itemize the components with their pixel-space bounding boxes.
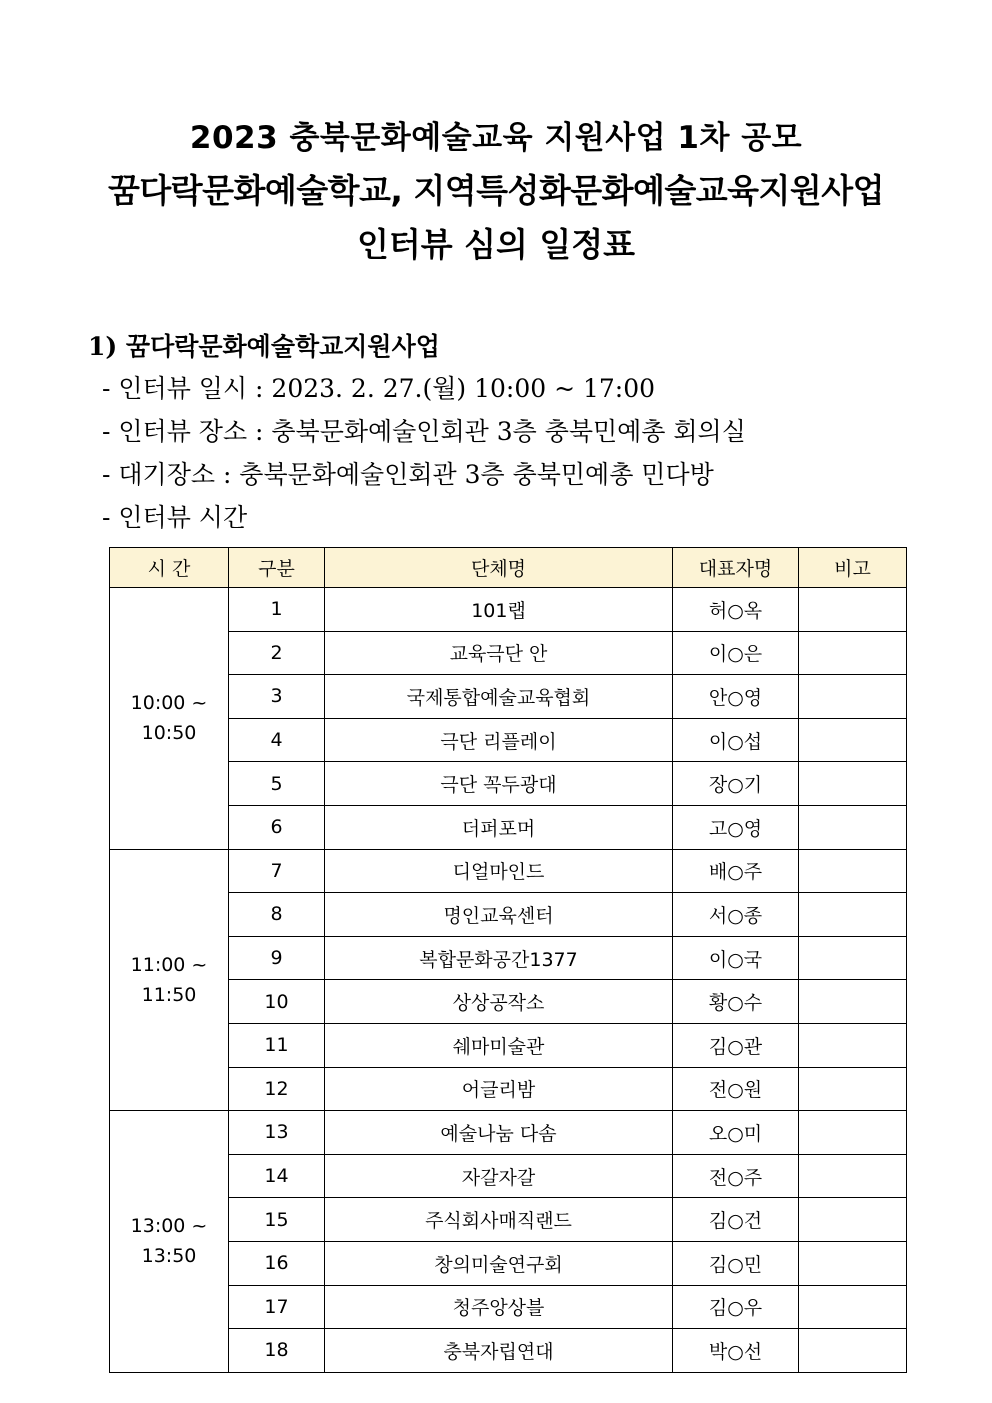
org-name: 명인교육센터	[325, 893, 673, 937]
table-row	[110, 1067, 907, 1111]
representative: 이○국	[673, 936, 799, 980]
representative: 김○우	[673, 1285, 799, 1329]
note-cell	[799, 762, 907, 806]
org-name: 101랩	[325, 588, 673, 632]
title-line-1: 2023 충북문화예술교육 지원사업 1차 공모	[189, 120, 803, 156]
row-number: 7	[229, 849, 325, 893]
note-cell	[799, 588, 907, 632]
representative: 장○기	[673, 762, 799, 806]
note-cell	[799, 1198, 907, 1242]
note-cell	[799, 936, 907, 980]
org-name: 더퍼포머	[325, 805, 673, 849]
time-slot-start: 11:00 ~	[130, 953, 208, 976]
row-number: 6	[229, 805, 325, 849]
table-row	[110, 980, 907, 1024]
header-time: 시 간	[110, 548, 229, 588]
representative: 이○섭	[673, 718, 799, 762]
section-info	[88, 327, 746, 539]
note-cell	[799, 805, 907, 849]
table-row	[110, 1285, 907, 1329]
time-slot-cell	[110, 849, 229, 1111]
org-name: 창의미술연구회	[325, 1241, 673, 1285]
table-row	[110, 893, 907, 937]
time-slot-end: 13:50	[141, 1245, 197, 1268]
org-name: 교육극단 안	[325, 631, 673, 675]
org-name: 어글리밤	[325, 1067, 673, 1111]
org-name: 극단 리플레이	[325, 718, 673, 762]
org-name: 복합문화공간1377	[325, 936, 673, 980]
representative: 황○수	[673, 980, 799, 1024]
header-no: 구분	[229, 548, 325, 588]
title-line-3: 인터뷰 심의 일정표	[356, 225, 635, 264]
time-slot-cell	[110, 1111, 229, 1373]
org-name: 상상공작소	[325, 980, 673, 1024]
table-row	[110, 631, 907, 675]
note-cell	[799, 718, 907, 762]
note-cell	[799, 631, 907, 675]
note-cell	[799, 1111, 907, 1155]
org-name: 청주앙상블	[325, 1285, 673, 1329]
time-slot-start: 10:00 ~	[130, 692, 208, 715]
row-number: 11	[229, 1023, 325, 1067]
representative: 오○미	[673, 1111, 799, 1155]
row-number: 5	[229, 762, 325, 806]
table-row	[110, 849, 907, 893]
table-row	[110, 762, 907, 806]
title-line-2: 꿈다락문화예술학교, 지역특성화문화예술교육지원사업	[107, 171, 885, 210]
table-header-row	[110, 548, 907, 588]
time-slot-start: 13:00 ~	[130, 1215, 208, 1238]
waiting-location: - 대기장소 : 충북문화예술인회관 3층 충북민예총 민다방	[102, 460, 714, 489]
note-cell	[799, 849, 907, 893]
row-number: 15	[229, 1198, 325, 1242]
representative: 김○관	[673, 1023, 799, 1067]
row-number: 14	[229, 1154, 325, 1198]
org-name: 국제통합예술교육협회	[325, 675, 673, 719]
representative: 전○주	[673, 1154, 799, 1198]
table-row	[110, 718, 907, 762]
table-row	[110, 1198, 907, 1242]
schedule-table	[109, 547, 907, 1373]
document-title	[0, 112, 992, 272]
representative: 고○영	[673, 805, 799, 849]
table-row	[110, 1111, 907, 1155]
row-number: 4	[229, 718, 325, 762]
note-cell	[799, 1241, 907, 1285]
row-number: 13	[229, 1111, 325, 1155]
note-cell	[799, 1067, 907, 1111]
representative: 전○원	[673, 1067, 799, 1111]
representative: 허○옥	[673, 588, 799, 632]
representative: 이○은	[673, 631, 799, 675]
header-org-name: 단체명	[325, 548, 673, 588]
table-row	[110, 1023, 907, 1067]
header-representative: 대표자명	[673, 548, 799, 588]
org-name: 극단 꼭두광대	[325, 762, 673, 806]
org-name: 디얼마인드	[325, 849, 673, 893]
org-name: 주식회사매직랜드	[325, 1198, 673, 1242]
row-number: 18	[229, 1329, 325, 1373]
table-row	[110, 1329, 907, 1373]
representative: 안○영	[673, 675, 799, 719]
org-name: 예술나눔 다솜	[325, 1111, 673, 1155]
table-row	[110, 675, 907, 719]
time-slot-end: 11:50	[141, 983, 197, 1006]
table-row	[110, 805, 907, 849]
row-number: 9	[229, 936, 325, 980]
section-heading: 1) 꿈다락문화예술학교지원사업	[88, 332, 440, 361]
note-cell	[799, 1285, 907, 1329]
row-number: 3	[229, 675, 325, 719]
row-number: 10	[229, 980, 325, 1024]
table-body	[110, 588, 907, 1373]
row-number: 12	[229, 1067, 325, 1111]
note-cell	[799, 1154, 907, 1198]
row-number: 16	[229, 1241, 325, 1285]
row-number: 17	[229, 1285, 325, 1329]
org-name: 자갈자갈	[325, 1154, 673, 1198]
table-row	[110, 936, 907, 980]
note-cell	[799, 1023, 907, 1067]
note-cell	[799, 1329, 907, 1373]
row-number: 1	[229, 588, 325, 632]
table-row	[110, 588, 907, 632]
table-row	[110, 1154, 907, 1198]
note-cell	[799, 893, 907, 937]
representative: 서○종	[673, 893, 799, 937]
row-number: 8	[229, 893, 325, 937]
time-slot-cell	[110, 588, 229, 850]
table-row	[110, 1241, 907, 1285]
note-cell	[799, 675, 907, 719]
interview-location: - 인터뷰 장소 : 충북문화예술인회관 3층 충북민예총 회의실	[102, 417, 746, 446]
representative: 김○건	[673, 1198, 799, 1242]
interview-time-label: - 인터뷰 시간	[102, 503, 248, 532]
org-name: 충북자립연대	[325, 1329, 673, 1373]
representative: 김○민	[673, 1241, 799, 1285]
representative: 박○선	[673, 1329, 799, 1373]
representative: 배○주	[673, 849, 799, 893]
time-slot-end: 10:50	[141, 722, 197, 745]
org-name: 쉐마미술관	[325, 1023, 673, 1067]
note-cell	[799, 980, 907, 1024]
row-number: 2	[229, 631, 325, 675]
interview-date: - 인터뷰 일시 : 2023. 2. 27.(월) 10:00 ~ 17:00	[102, 374, 656, 403]
header-note: 비고	[799, 548, 907, 588]
